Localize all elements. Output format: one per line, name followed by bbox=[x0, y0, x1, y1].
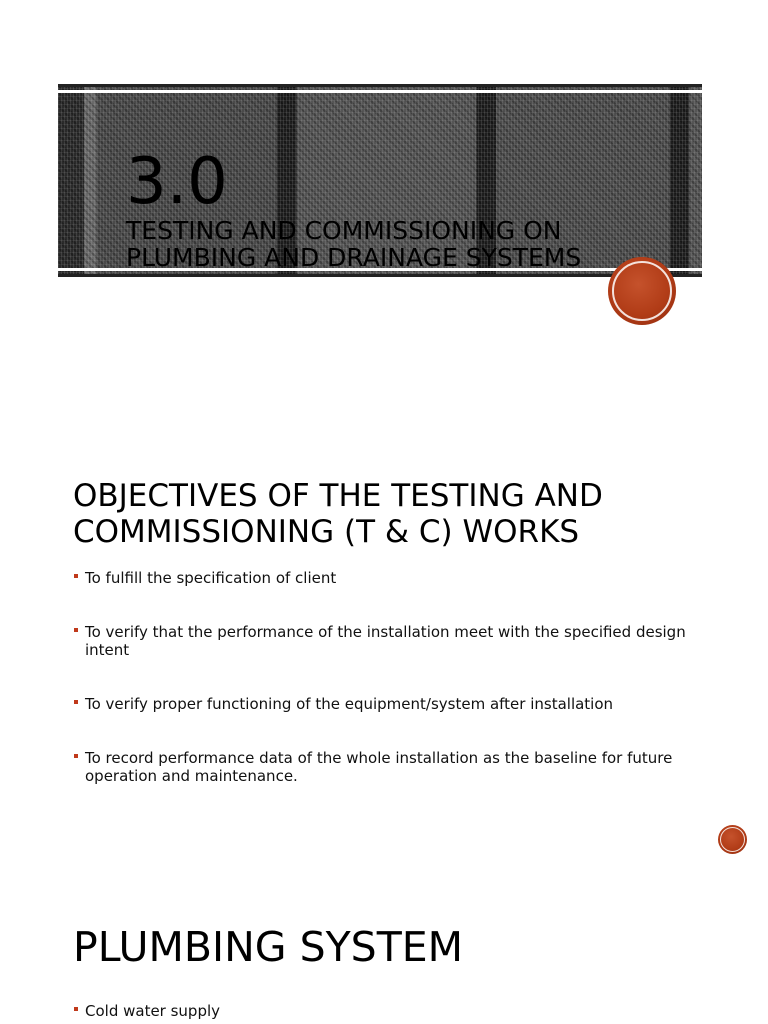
section-number: 3.0 bbox=[126, 145, 228, 219]
plumbing-list bbox=[73, 1002, 693, 1020]
list-item: Cold water supply bbox=[73, 1002, 693, 1020]
list-item: To record performance data of the whole installation as the baseline for future operation and maintenance. bbox=[73, 749, 693, 785]
decorative-circle-icon bbox=[718, 825, 747, 854]
banner-top-border bbox=[58, 84, 702, 87]
section-title: TESTING AND COMMISSIONING ON PLUMBING AND DRAINAGE SYSTEMS bbox=[126, 216, 582, 272]
list-item: To fulfill the specification of client bbox=[73, 569, 693, 587]
decorative-circle-icon bbox=[608, 257, 676, 325]
banner-top-line bbox=[58, 90, 702, 93]
list-item: To verify proper functioning of the equipment/system after installation bbox=[73, 695, 693, 713]
plumbing-heading: PLUMBING SYSTEM bbox=[73, 923, 464, 971]
objectives-heading: OBJECTIVES OF THE TESTING AND COMMISSIONING (T & C) WORKS bbox=[73, 478, 603, 550]
banner-bottom-border bbox=[58, 274, 702, 277]
objectives-list bbox=[73, 569, 693, 821]
list-item: To verify that the performance of the installation meet with the specified design intent bbox=[73, 623, 693, 659]
